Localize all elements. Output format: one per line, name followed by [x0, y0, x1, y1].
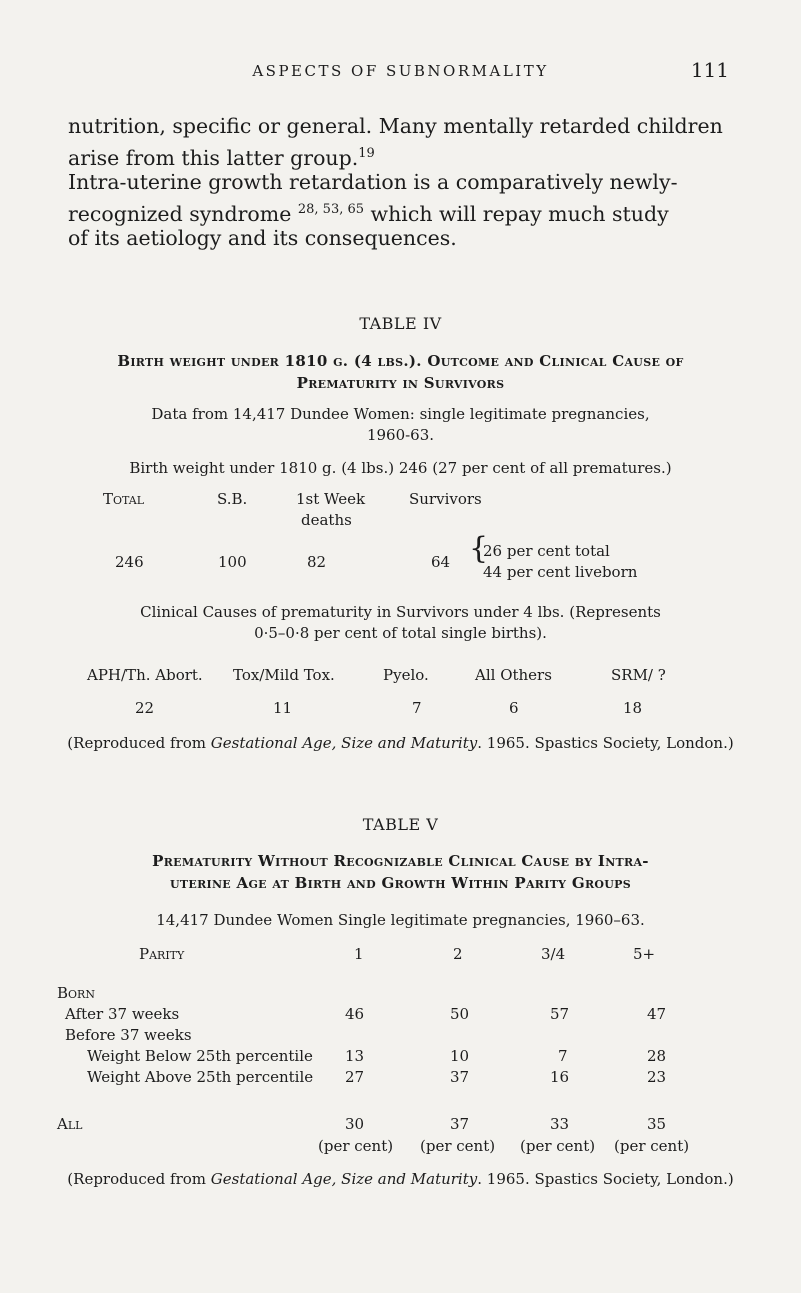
table-5-per-cent: (per cent) — [614, 1137, 690, 1155]
table-4-clinical-line-1: Clinical Causes of prematurity in Survivors under 4 lbs. (Represents — [140, 603, 661, 621]
table-5-cell: 57 — [550, 1005, 570, 1023]
table-4-cause-label-others: All Others — [475, 666, 552, 684]
table-5-cell: 27 — [345, 1068, 365, 1086]
table-5-caption-line-2: uterine Age at Birth and Growth Within Parity Groups — [170, 874, 631, 892]
table-5-born-label: Born — [57, 984, 95, 1002]
table-4-cause-label-srm: SRM/ ? — [611, 666, 666, 684]
paragraph-line-5: of its aetiology and its consequences. — [68, 226, 457, 250]
table-4-value-sb: 100 — [218, 553, 247, 571]
table-4-pct-total: 26 per cent total — [483, 542, 610, 560]
table-5-cell: 7 — [558, 1047, 568, 1065]
table-4-header-survivors: Survivors — [409, 490, 482, 508]
brace-glyph: { — [469, 531, 489, 566]
table-4-cause-value-aph: 22 — [135, 699, 155, 717]
table-5-per-cent: (per cent) — [520, 1137, 596, 1155]
table-5-all-value: 30 — [345, 1115, 365, 1133]
table-5-row-before-37: Before 37 weeks — [65, 1026, 192, 1044]
table-4-header-deaths: deaths — [301, 511, 352, 529]
table-5-cell: 37 — [450, 1068, 470, 1086]
table-5-all-value: 35 — [647, 1115, 667, 1133]
table-5-cell: 13 — [345, 1047, 365, 1065]
table-4-caption-line-1: Birth weight under 1810 g. (4 lbs.). Outcome and Clinical Cause of — [117, 352, 684, 370]
table-4-clinical-line-2: 0·5–0·8 per cent of total single births). — [254, 624, 547, 642]
table-5-cell: 23 — [647, 1068, 667, 1086]
table-4-header-1st-week: 1st Week — [296, 490, 366, 508]
citation-refs: 28, 53, 65 — [297, 202, 365, 217]
table-4-cause-value-pyelo: 7 — [412, 699, 422, 717]
table-4-title: TABLE IV — [359, 314, 442, 333]
table-4-data-line-2: 1960-63. — [366, 426, 435, 444]
table-4-birth-weight-line: Birth weight under 1810 g. (4 lbs.) 246 (27 per cent of all prematures.) — [129, 459, 672, 477]
table-5-per-cent: (per cent) — [318, 1137, 394, 1155]
table-5-row-weight-below: Weight Below 25th percentile — [87, 1047, 313, 1065]
table-4-cause-label-pyelo: Pyelo. — [383, 666, 429, 684]
table-4-pct-liveborn: 44 per cent liveborn — [483, 563, 638, 581]
table-5-cell: 28 — [647, 1047, 667, 1065]
paragraph-line-3: Intra-uterine growth retardation is a comparatively newly- — [68, 170, 678, 194]
table-4-value-total: 246 — [115, 553, 144, 571]
table-4-cause-value-others: 6 — [509, 699, 519, 717]
table-4-data-line-1: Data from 14,417 Dundee Women: single legitimate pregnancies, — [151, 405, 650, 423]
source-suffix: . 1965. Spastics Society, London.) — [477, 734, 734, 752]
source-prefix: (Reproduced from — [67, 734, 211, 752]
table-5-cell: 47 — [647, 1005, 667, 1023]
table-4-value-survivors: 64 — [431, 553, 451, 571]
table-5-all-value: 33 — [550, 1115, 570, 1133]
source-title: Gestational Age, Size and Maturity — [210, 1170, 478, 1188]
table-4-cause-value-tox: 11 — [273, 699, 293, 717]
table-5-data-line: 14,417 Dundee Women Single legitimate pregnancies, 1960–63. — [156, 911, 645, 929]
source-suffix: . 1965. Spastics Society, London.) — [477, 1170, 734, 1188]
source-title: Gestational Age, Size and Maturity — [210, 734, 478, 752]
paragraph-line-1: nutrition, specific or general. Many mentally retarded children — [68, 114, 723, 138]
table-5-caption-line-1: Prematurity Without Recognizable Clinical Cause by Intra- — [152, 852, 649, 870]
table-5-parity-col-2: 2 — [453, 945, 463, 963]
table-5-per-cent: (per cent) — [420, 1137, 496, 1155]
table-5-parity-col-3: 3/4 — [541, 945, 566, 963]
table-5-title: TABLE V — [362, 815, 439, 834]
table-5-all-label: All — [57, 1115, 83, 1133]
paragraph-text: recognized syndrome — [68, 201, 298, 226]
table-5-parity-col-4: 5+ — [633, 945, 656, 963]
table-5-cell: 50 — [450, 1005, 470, 1023]
paragraph-text: which will repay much study — [364, 201, 669, 226]
table-5-parity-label: Parity — [139, 945, 185, 963]
table-4-header-sb: S.B. — [217, 490, 248, 508]
table-5-cell: 10 — [450, 1047, 470, 1065]
table-4-header-total: Total — [103, 490, 145, 508]
table-4-value-1st-week: 82 — [307, 553, 327, 571]
table-4-cause-label-aph: APH/Th. Abort. — [87, 666, 203, 684]
table-5-all-value: 37 — [450, 1115, 470, 1133]
table-5-cell: 16 — [550, 1068, 570, 1086]
page-number: 111 — [690, 58, 729, 82]
table-5-row-after-37: After 37 weeks — [65, 1005, 180, 1023]
table-4-cause-value-srm: 18 — [623, 699, 643, 717]
table-5-cell: 46 — [345, 1005, 365, 1023]
table-4-source — [0, 734, 801, 752]
source-prefix: (Reproduced from — [67, 1170, 211, 1188]
table-4-caption-line-2: Prematurity in Survivors — [296, 374, 505, 392]
table-5-parity-col-1: 1 — [354, 945, 364, 963]
citation-ref: 19 — [358, 146, 375, 161]
paragraph-text: arise from this latter group. — [68, 145, 359, 170]
table-5-source — [0, 1170, 801, 1188]
running-head: ASPECTS OF SUBNORMALITY — [252, 62, 549, 80]
table-5-row-weight-above: Weight Above 25th percentile — [87, 1068, 314, 1086]
table-4-cause-label-tox: Tox/Mild Tox. — [233, 666, 335, 684]
